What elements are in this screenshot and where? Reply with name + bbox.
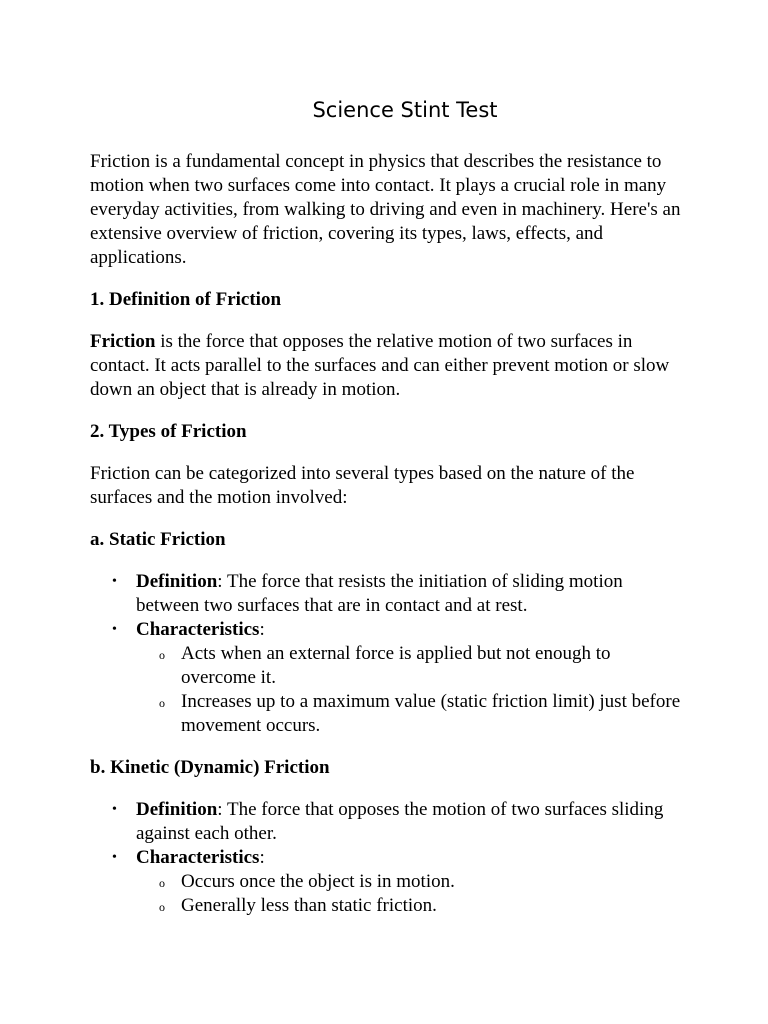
circle-bullet-icon: o bbox=[159, 648, 165, 662]
definition-term: Friction bbox=[90, 331, 156, 352]
types-paragraph: Friction can be categorized into several types based on the nature of the surfaces and the motion involved: bbox=[90, 463, 635, 508]
definition-paragraph bbox=[90, 330, 690, 402]
definition-label: Definition bbox=[136, 571, 218, 592]
bullet-icon: • bbox=[112, 622, 117, 637]
sub-list-item bbox=[136, 894, 690, 918]
definition-text: is the force that opposes the relative motion of two surfaces in contact. It acts parallel to the surfaces and can either prevent motion or slow down an object that is already in motion. bbox=[90, 331, 670, 400]
definition-text: : The force that resists the initiation of sliding motion between two surfaces that are in contact and at rest. bbox=[136, 571, 623, 616]
characteristic-text: Occurs once the object is in motion. bbox=[181, 871, 455, 892]
list-item bbox=[90, 570, 690, 618]
kinetic-friction-list bbox=[90, 798, 690, 918]
subsection-heading-kinetic: b. Kinetic (Dynamic) Friction bbox=[90, 757, 330, 778]
intro-paragraph: Friction is a fundamental concept in physics that describes the resistance to motion when two surfaces come into contact. It plays a crucial role in many everyday activities, from walking to driving and even in machinery. Here's an extensive overview of friction, covering its types, laws, effects, and applications. bbox=[90, 151, 681, 268]
definition-text: : The force that opposes the motion of two surfaces sliding against each other. bbox=[136, 799, 664, 844]
page-title: Science Stint Test bbox=[312, 98, 498, 122]
characteristics-sublist bbox=[136, 870, 690, 918]
characteristic-text: Generally less than static friction. bbox=[181, 895, 437, 916]
list-item bbox=[90, 618, 690, 738]
list-item bbox=[90, 798, 690, 846]
characteristics-label: Characteristics bbox=[136, 847, 260, 868]
characteristic-text: Increases up to a maximum value (static friction limit) just before movement occurs. bbox=[181, 691, 681, 736]
section-heading-types: 2. Types of Friction bbox=[90, 421, 247, 442]
bullet-icon: • bbox=[112, 802, 117, 817]
document-page bbox=[90, 96, 690, 936]
list-item bbox=[90, 846, 690, 918]
bullet-icon: • bbox=[112, 574, 117, 589]
circle-bullet-icon: o bbox=[159, 696, 165, 710]
circle-bullet-icon: o bbox=[159, 876, 165, 890]
sub-list-item bbox=[136, 870, 690, 894]
static-friction-list bbox=[90, 570, 690, 738]
definition-label: Definition bbox=[136, 799, 218, 820]
sub-list-item bbox=[136, 642, 690, 690]
characteristics-colon: : bbox=[259, 847, 265, 868]
characteristic-text: Acts when an external force is applied but not enough to overcome it. bbox=[181, 643, 611, 688]
sub-list-item bbox=[136, 690, 690, 738]
circle-bullet-icon: o bbox=[159, 900, 165, 914]
subsection-heading-static: a. Static Friction bbox=[90, 529, 226, 550]
characteristics-label: Characteristics bbox=[136, 619, 260, 640]
section-heading-definition: 1. Definition of Friction bbox=[90, 289, 282, 310]
characteristics-colon: : bbox=[259, 619, 265, 640]
characteristics-sublist bbox=[136, 642, 690, 738]
bullet-icon: • bbox=[112, 850, 117, 865]
